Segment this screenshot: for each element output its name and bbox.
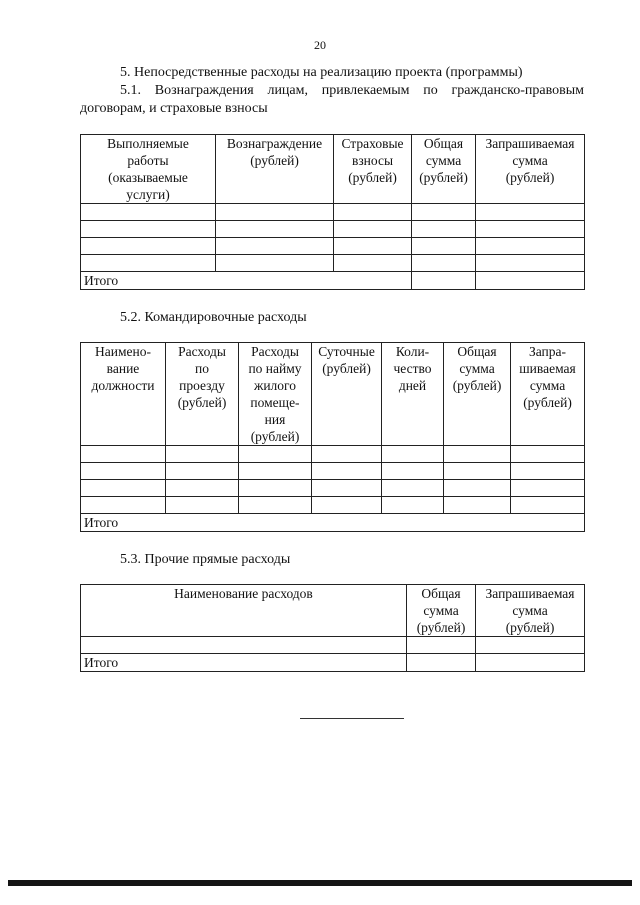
header-cell (412, 135, 476, 204)
section-5-title: 5. Непосредственные расходы на реализацию проекта (программы) (120, 65, 523, 80)
header-line: работы (127, 153, 169, 168)
table-row (81, 446, 585, 463)
table-cell[interactable] (81, 204, 216, 221)
table-cell[interactable] (334, 221, 412, 238)
table-cell[interactable] (216, 204, 334, 221)
table-cell[interactable] (412, 272, 476, 290)
header-cell (81, 585, 407, 637)
table-travel-expenses (80, 342, 585, 532)
table-cell[interactable] (166, 446, 239, 463)
header-cell (444, 343, 511, 446)
header-line: Страховые (341, 136, 404, 151)
table-cell[interactable] (166, 463, 239, 480)
header-cell (81, 343, 166, 446)
table-cell[interactable] (476, 221, 585, 238)
table-cell[interactable] (382, 480, 444, 497)
header-line: должности (91, 378, 155, 393)
table-other-expenses (80, 584, 585, 672)
table-header-row (81, 343, 585, 446)
table-total-row (81, 654, 585, 672)
table-cell[interactable] (382, 463, 444, 480)
header-line: (рублей) (177, 395, 227, 410)
table-cell[interactable] (407, 654, 476, 672)
header-line: сумма (423, 603, 459, 618)
table-cell[interactable] (312, 497, 382, 514)
header-cell (216, 135, 334, 204)
table-cell[interactable] (476, 654, 585, 672)
header-line: Расходы (251, 344, 299, 359)
header-line: услуги) (126, 187, 170, 202)
table-total-row (81, 272, 585, 290)
header-line: (рублей) (250, 429, 300, 444)
table-cell[interactable] (312, 446, 382, 463)
table-cell[interactable] (476, 272, 585, 290)
table-row (81, 204, 585, 221)
table-header-row (81, 135, 585, 204)
table-cell[interactable] (511, 497, 585, 514)
section-5-1-title-line2: договорам, и страховые взносы (80, 101, 268, 116)
table-cell[interactable] (412, 204, 476, 221)
table-cell[interactable] (412, 255, 476, 272)
header-line: шиваемая (519, 361, 576, 376)
header-line: сумма (512, 603, 548, 618)
header-line: Коли- (395, 344, 430, 359)
table-cell[interactable] (239, 446, 312, 463)
table-cell[interactable] (239, 480, 312, 497)
header-cell (407, 585, 476, 637)
table-row (81, 255, 585, 272)
table-cell[interactable] (412, 221, 476, 238)
header-line: по (195, 361, 209, 376)
header-cell (476, 135, 585, 204)
table-cell[interactable] (81, 463, 166, 480)
table-cell[interactable] (81, 497, 166, 514)
header-cell (312, 343, 382, 446)
table-cell[interactable] (216, 255, 334, 272)
table-row (81, 463, 585, 480)
header-line: сумма (512, 153, 548, 168)
table-cell[interactable] (444, 480, 511, 497)
header-line: (рублей) (452, 378, 502, 393)
table-cell[interactable] (334, 238, 412, 255)
header-line: Суточные (318, 344, 375, 359)
header-line: Общая (421, 586, 461, 601)
table-cell[interactable] (81, 238, 216, 255)
header-line: (рублей) (505, 620, 555, 635)
table-cell[interactable] (81, 221, 216, 238)
table-cell[interactable] (407, 637, 476, 654)
header-line: ния (264, 412, 286, 427)
header-line: чество (393, 361, 432, 376)
table-cell[interactable] (382, 446, 444, 463)
table-cell[interactable] (81, 255, 216, 272)
table-cell[interactable] (476, 637, 585, 654)
header-line: помеще- (250, 395, 300, 410)
header-line: (оказываемые (108, 170, 188, 185)
section-5-1-title-line1: 5.1. Вознаграждения лицам, привлекаемым по гражданско-правовым (120, 83, 584, 98)
header-line: сумма (529, 378, 566, 393)
table-cell[interactable] (476, 238, 585, 255)
total-label: Итого (81, 272, 412, 290)
table-cell[interactable] (334, 204, 412, 221)
total-label: Итого (81, 514, 585, 532)
header-line: Выполняемые (107, 136, 189, 151)
header-cell (382, 343, 444, 446)
table-cell[interactable] (239, 463, 312, 480)
table-row (81, 238, 585, 255)
table-cell[interactable] (476, 204, 585, 221)
header-cell (511, 343, 585, 446)
header-line: Запрашиваемая (485, 136, 575, 151)
table-cell[interactable] (334, 255, 412, 272)
header-line: (рублей) (348, 170, 397, 185)
table-row (81, 221, 585, 238)
header-line: (рублей) (250, 153, 299, 168)
header-line: вание (106, 361, 140, 376)
header-cell (239, 343, 312, 446)
table-contractor-rewards (80, 134, 585, 290)
table-cell[interactable] (239, 497, 312, 514)
table-cell[interactable] (444, 446, 511, 463)
header-line: (рублей) (523, 395, 572, 410)
table-cell[interactable] (312, 480, 382, 497)
table-cell[interactable] (81, 637, 407, 654)
header-cell (476, 585, 585, 637)
table-cell[interactable] (166, 497, 239, 514)
page-number: 20 (314, 38, 326, 52)
table-header-row (81, 585, 585, 637)
total-label: Итого (81, 654, 407, 672)
table-cell[interactable] (382, 497, 444, 514)
header-line: (рублей) (322, 361, 371, 376)
header-cell (166, 343, 239, 446)
header-line: (рублей) (416, 620, 466, 635)
header-line: Вознаграждение (226, 136, 323, 151)
header-line: Расходы (178, 344, 226, 359)
header-cell (334, 135, 412, 204)
header-line: взносы (351, 153, 394, 168)
header-line: проезду (179, 378, 225, 393)
table-cell[interactable] (476, 255, 585, 272)
header-line: Наименование расходов (174, 586, 313, 601)
table-cell[interactable] (216, 221, 334, 238)
header-line: сумма (425, 153, 462, 168)
header-line: по найму (248, 361, 302, 376)
table-cell[interactable] (511, 480, 585, 497)
table-cell[interactable] (444, 463, 511, 480)
header-line: дней (398, 378, 427, 393)
header-line: Запра- (528, 344, 567, 359)
header-line: Запрашиваемая (485, 586, 575, 601)
header-line: жилого (254, 378, 296, 393)
header-line: Общая (423, 136, 464, 151)
table-total-row (81, 514, 585, 532)
header-line: Наимено- (95, 344, 151, 359)
table-cell[interactable] (412, 238, 476, 255)
table-cell[interactable] (312, 463, 382, 480)
table-cell[interactable] (511, 446, 585, 463)
table-row (81, 480, 585, 497)
header-line: (рублей) (505, 170, 555, 185)
table-cell[interactable] (166, 480, 239, 497)
table-cell[interactable] (81, 446, 166, 463)
header-line: сумма (459, 361, 495, 376)
table-row (81, 637, 585, 654)
header-cell (81, 135, 216, 204)
table-cell[interactable] (444, 497, 511, 514)
page-bottom-border (8, 880, 632, 886)
table-cell[interactable] (511, 463, 585, 480)
table-row (81, 497, 585, 514)
table-cell[interactable] (81, 480, 166, 497)
header-line: Общая (457, 344, 497, 359)
section-5-2-title: 5.2. Командировочные расходы (120, 310, 307, 325)
header-line: (рублей) (419, 170, 468, 185)
signature-line (300, 718, 404, 719)
table-cell[interactable] (216, 238, 334, 255)
section-5-3-title: 5.3. Прочие прямые расходы (120, 552, 291, 567)
